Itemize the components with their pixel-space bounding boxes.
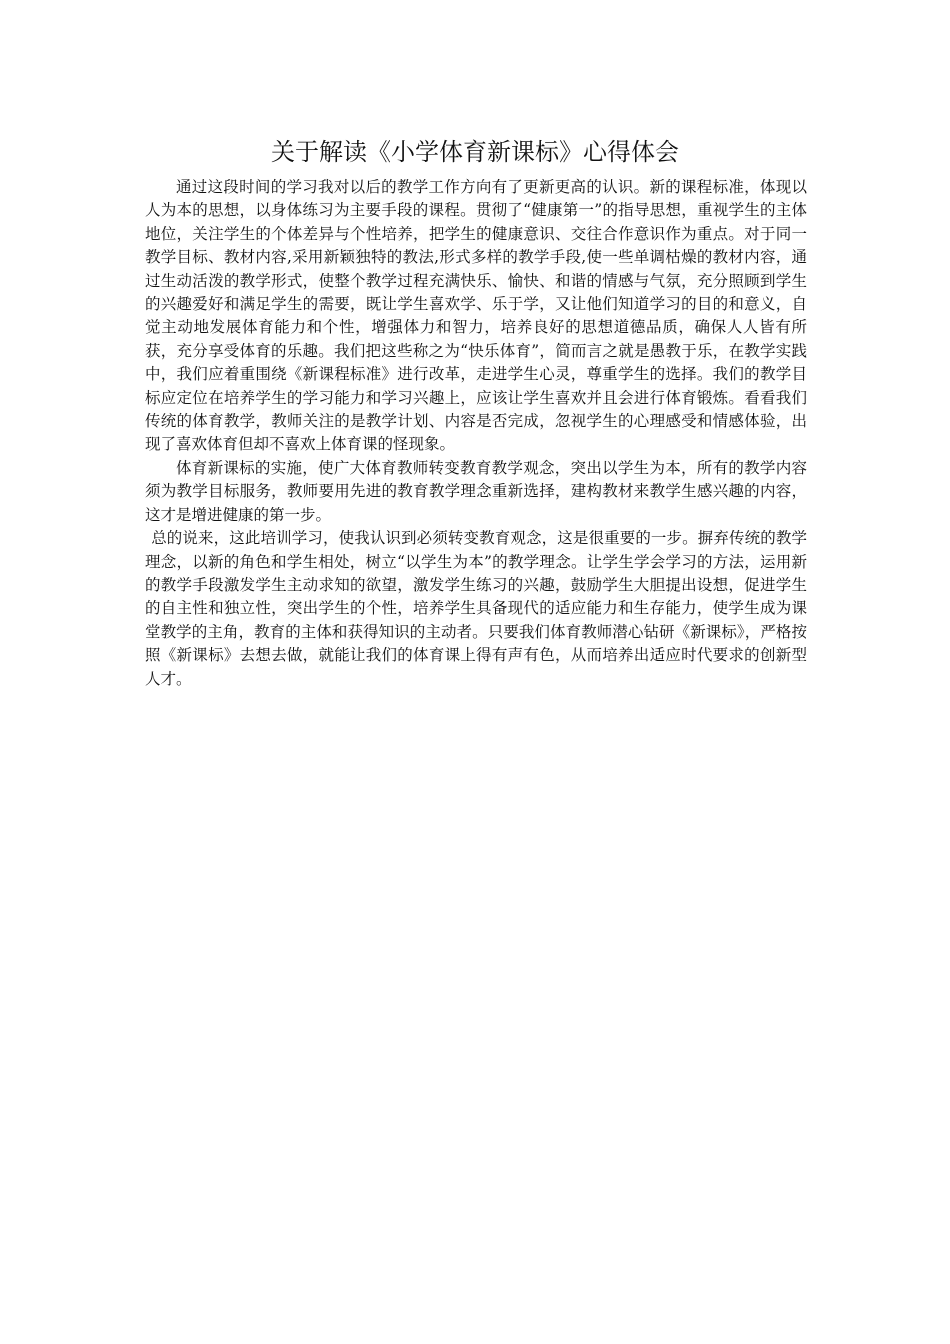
document-title: 关于解读《小学体育新课标》心得体会 — [271, 138, 679, 166]
paragraph-2: 体育新课标的实施，使广大体育教师转变教育教学观念，突出以学生为本，所有的教学内容须为教学目标服务，教师要用先进的教育教学理念重新选择，建构教材来教学生感兴趣的内容，这才是增进健康的第一步。 — [145, 458, 807, 524]
paragraph-3: 总的说来，这此培训学习，使我认识到必须转变教育观念，这是很重要的一步。摒弃传统的教学理念，以新的角色和学生相处，树立“以学生为本”的教学理念。让学生学会学习的方法，运用新的教学手段激发学生主动求知的欲望，激发学生练习的兴趣，鼓励学生大胆提出设想，促进学生的自主性和独立性，突出学生的个性，培养学生具备现代的适应能力和生存能力，使学生成为课堂教学的主角，教育的主体和获得知识的主动者。只要我们体育教师潜心钻研《新课标》，严格按照《新课标》去想去做，就能让我们的体育课上得有声有色，从而培养出适应时代要求的创新型人才。 — [145, 529, 807, 688]
document-body — [145, 176, 807, 691]
paragraph-1: 通过这段时间的学习我对以后的教学工作方向有了更新更高的认识。新的课程标准，体现以人为本的思想，以身体练习为主要手段的课程。贯彻了“健康第一”的指导思想，重视学生的主体地位，关注学生的个体差异与个性培养，把学生的健康意识、交往合作意识作为重点。对于同一教学目标、教材内容,采用新颖独特的教法,形式多样的教学手段,使一些单调枯燥的教材内容，通过生动活泼的教学形式，使整个教学过程充满快乐、愉快、和谐的情感与气氛，充分照顾到学生的兴趣爱好和满足学生的需要，既让学生喜欢学、乐于学，又让他们知道学习的目的和意义，自觉主动地发展体育能力和个性，增强体力和智力，培养良好的思想道德品质，确保人人皆有所获，充分享受体育的乐趣。我们把这些称之为“快乐体育”，简而言之就是愚教于乐，在教学实践中，我们应着重围绕《新课程标准》进行改革，走进学生心灵，尊重学生的选择。我们的教学目标应定位在培养学生的学习能力和学习兴趣上，应该让学生喜欢并且会进行体育锻炼。看看我们传统的体育教学，教师关注的是教学计划、内容是否完成，忽视学生的心理感受和情感体验，出现了喜欢体育但却不喜欢上体育课的怪现象。 — [145, 178, 807, 454]
